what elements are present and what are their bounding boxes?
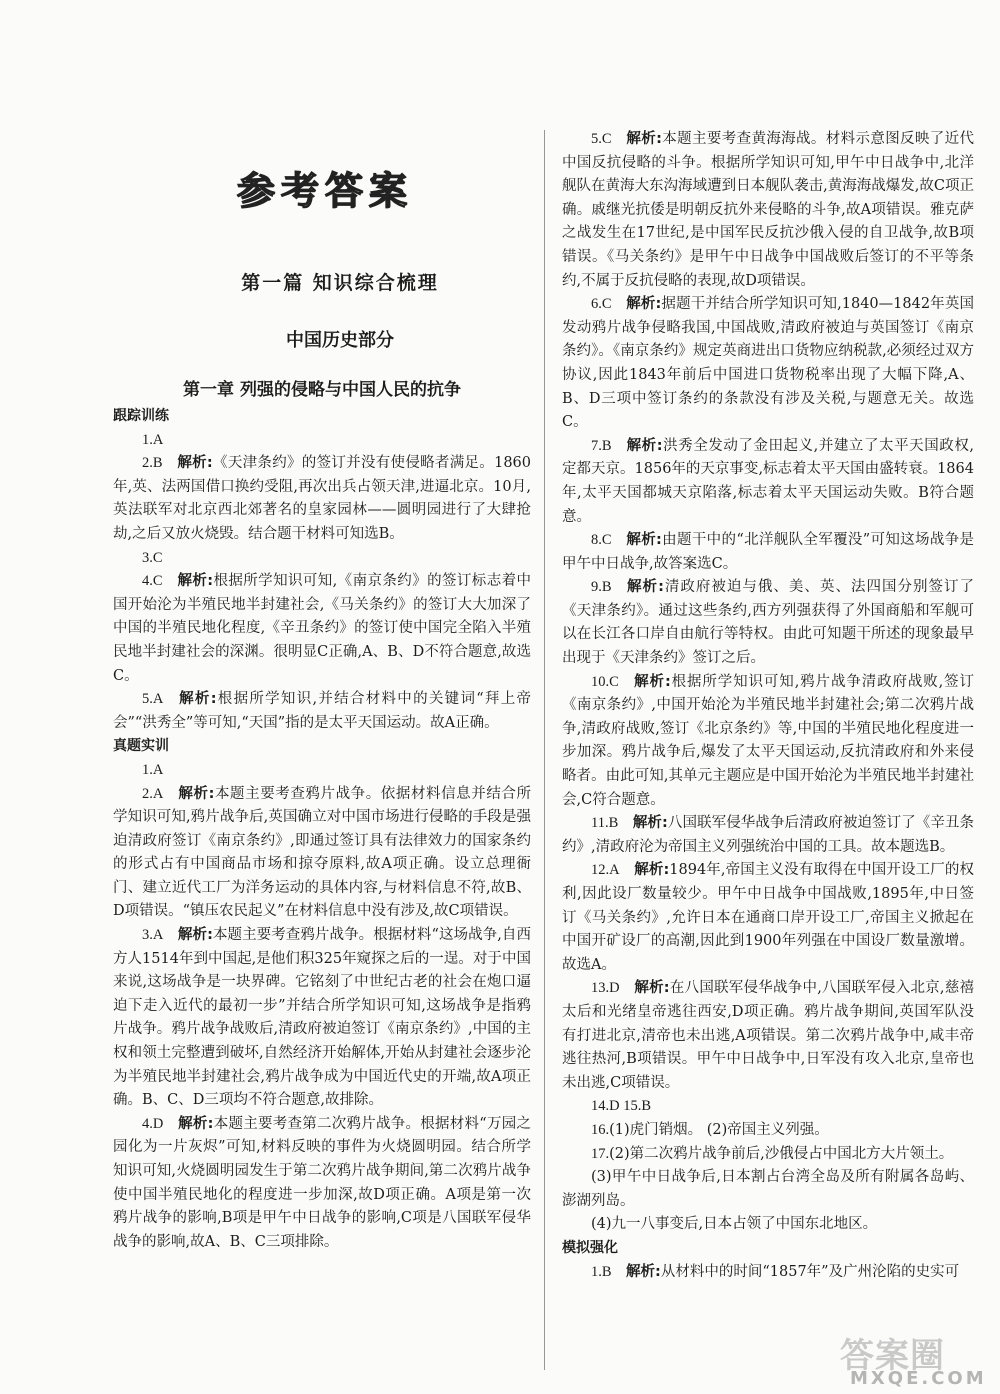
answer-number: 8.C — [591, 532, 612, 549]
answer-item — [562, 671, 974, 813]
answer-item — [113, 688, 531, 735]
answer-number: 16. — [591, 1121, 610, 1138]
answer-item — [562, 1261, 974, 1285]
analysis-label: 解析: — [633, 673, 671, 690]
answer-text: 本题主要考查黄海海战。材料示意图反映了近代中国反抗侵略的斗争。根据所学知识可知,甲午中日战争中,北洋舰队在黄海大东沟海域遭到日本舰队袭击,黄海海战爆发,故C项正确。戚继光抗倭是明朝反抗外来侵略的斗争,故A项错误。雅克萨之战发生在17世纪,是中国军民反抗沙俄入侵的自卫战争,故B项错误。《马关条约》是甲午中日战争中国战败后签订的不平等条约,不属于反抗侵略的表现,故D项错误。 — [562, 131, 974, 289]
answer-text: 在八国联军侵华战争中,八国联军侵入北京,慈禧太后和光绪皇帝逃往西安,D项正确。鸦片战争期间,英国军队没有打进北京,清帝也未出逃,A项错误。第二次鸦片战争中,咸丰帝逃往热河,B项错误。甲午中日战争中,日军没有攻入北京,皇帝也未出逃,C项错误。 — [562, 980, 974, 1091]
answer-text: 本题主要考查第二次鸦片战争。根据材料“万园之园化为一片灰烬”可知,材料反映的事件为火烧圆明园。结合所学知识可知,火烧圆明园发生于第二次鸦片战争期间,第二次鸦片战争使中国半殖民地化的程度进一步加深,故D项正确。A项是第一次鸦片战争的影响,B项是甲午中日战争的影响,C项是八国联军侵华战争的影响,故A、B、C三项排除。 — [113, 1115, 531, 1250]
watermark-logo: 答案圈 — [840, 1336, 945, 1376]
answer-item — [113, 924, 531, 1113]
answer-item — [562, 977, 974, 1095]
analysis-label: 解析: — [626, 131, 662, 147]
answer-item — [562, 859, 974, 977]
answer-item — [562, 435, 974, 529]
answer-number: 2.B — [142, 455, 163, 472]
answer-item — [113, 570, 531, 688]
answer-number: 4.D — [142, 1115, 164, 1132]
answer-text: 《天津条约》的签订并没有使侵略者满足。1860年,英、法两国借口换约受阻,再次出兵占领天津,进逼北京。10月,英法联军对北京西北郊著名的皇家园林——圆明园进行了大肆抢劫,之后又放火烧毁。结合题干材料可知选B。 — [113, 455, 531, 542]
subsection-heading: 真题实训 — [113, 738, 169, 755]
answer-text: 根据所学知识可知,《南京条约》的签订标志着中国开始沦为半殖民地半封建社会,《马关条约》的签订大大加深了中国的半殖民地化程度,《辛丑条约》的签订使中国完全陷入半殖民地半封建社会的深渊。很明显C正确,A、B、D不符合题意,故选C。 — [113, 573, 531, 684]
analysis-label: 解析: — [626, 532, 662, 549]
analysis-label: 解析: — [626, 437, 663, 454]
answer-text: (3)甲午中日战争后,日本割占台湾全岛及所有附属各岛屿、澎湖列岛。 — [562, 1169, 974, 1209]
answer-number: 2.A — [142, 785, 164, 802]
subsection-heading: 跟踪训练 — [113, 408, 169, 424]
answer-number: 9.B — [591, 579, 612, 596]
answer-number: 5.C — [591, 131, 612, 147]
answer-number: 12.A — [591, 862, 620, 879]
answer-number: 13.D — [591, 980, 620, 997]
answer-number: 3.C — [142, 549, 163, 566]
answer-text: 本题主要考查鸦片战争。依据材料信息并结合所学知识可知,鸦片战争后,英国确立对中国市场进行侵略的手段是强迫清政府签订《南京条约》,即通过签订具有法律效力的国家条约的形式占有中国商品市场和掠夺原料,故A项正确。设立总理衙门、建立近代工厂为洋务运动的具体内容,与材料信息不符,故B、D项错误。“镇压农民起义”在材料信息中没有涉及,故C项错误。 — [113, 785, 531, 920]
answer-text: 1894年,帝国主义没有取得在中国开设工厂的权利,因此设厂数量较少。甲午中日战争中国战败,1895年,中日签订《马关条约》,允许日本在通商口岸开设工厂,帝国主义掀起在中国开矿设厂的高潮,因此到1900年列强在中国设厂数量激增。故选A。 — [562, 862, 974, 973]
answer-item — [562, 293, 974, 435]
answer-text: 从材料中的时间“1857年”及广州沦陷的史实可 — [660, 1263, 960, 1280]
analysis-label: 解析: — [626, 296, 662, 313]
answer-text: 根据所学知识可知,鸦片战争清政府战败,签订《南京条约》,中国开始沦为半殖民地半封建社会;第二次鸦片战争,清政府战败,签订《北京条约》等,中国的半殖民地化程度进一步加深。鸦片战争后,爆发了太平天国运动,反抗清政府和外来侵略者。由此可知,其单元主题应是中国开始沦为半殖民地半封建社会,C符合题意。 — [562, 673, 974, 808]
part-heading: 第一篇 知识综合梳理 — [241, 272, 439, 294]
answer-text: 根据所学知识,并结合材料中的关键词“拜上帝会”“洪秀全”等可知,“天国”指的是太平天国运动。故A正确。 — [113, 691, 531, 731]
answer-item — [562, 128, 974, 293]
answer-text: (4)九一八事变后,日本占领了中国东北地区。 — [591, 1216, 878, 1233]
analysis-label: 解析: — [634, 980, 670, 997]
answer-text: 八国联军侵华战争后清政府被迫签订了《辛丑条约》,清政府沦为帝国主义列强统治中国的工具。故本题选B。 — [562, 815, 974, 855]
analysis-label: 解析: — [177, 455, 213, 472]
left-column — [113, 405, 531, 1254]
answer-item — [562, 1095, 974, 1119]
answer-number: 5.A — [142, 691, 164, 708]
analysis-label: 解析: — [634, 862, 670, 879]
analysis-label: 解析: — [177, 691, 217, 708]
analysis-label: 解析: — [626, 1263, 661, 1280]
right-column — [562, 128, 974, 1284]
answer-item — [562, 1213, 974, 1237]
answer-item — [113, 783, 531, 925]
answer-text: (1)虎门销烟。 (2)帝国主义列强。 — [609, 1121, 829, 1138]
answer-number: 3.A — [142, 927, 164, 944]
answer-text: 据题干并结合所学知识可知,1840—1842年英国发动鸦片战争侵略我国,中国战败,清政府被迫与英国签订《南京条约》。《南京条约》规定英商进出口货物应纳税款,必须经过双方协议,因此1843年前后中国进口货物税率出现了大幅下降,A、B、D三项中签订条约的条款没有涉及关税,与题意无关。故选C。 — [562, 296, 974, 431]
answer-number: 11.B — [591, 815, 619, 832]
answer-item — [113, 1113, 531, 1255]
watermark-url: MXQE.COM — [850, 1368, 987, 1389]
section-heading: 中国历史部分 — [286, 330, 394, 351]
chapter-heading: 第一章 列强的侵略与中国人民的抗争 — [183, 380, 461, 400]
answer-number: 1.B — [591, 1263, 612, 1280]
answer-text: 洪秀全发动了金田起义,并建立了太平天国政权,定都天京。1856年的天京事变,标志着太平天国由盛转衰。1864年,太平天国都城天京陷落,标志着太平天国运动失败。B符合题意。 — [562, 437, 974, 525]
analysis-label: 解析: — [632, 815, 668, 832]
analysis-label: 解析: — [626, 579, 664, 596]
analysis-label: 解析: — [177, 573, 214, 590]
subsection-heading: 模拟强化 — [562, 1239, 618, 1256]
answer-text: 本题主要考查鸦片战争。根据材料“这场战争,自西方人1514年到中国起,是他们积325年窥探之后的一逞。对于中国来说,这场战争是一块界碑。它铭刻了中世纪古老的社会在炮口逼迫下走入近代的最初一步”并结合所学知识可知,这场战争是指鸦片战争。鸦片战争战败后,清政府被迫签订《南京条约》,中国的主权和领土完整遭到破坏,自然经济开始解体,开始从封建社会逐步沦为半殖民地半封建社会,鸦片战争成为中国近代史的开端,故A项正确。B、C、D三项均不符合题意,故排除。 — [113, 927, 531, 1109]
answer-item — [113, 452, 531, 546]
answer-item — [562, 576, 974, 670]
answer-item — [113, 429, 531, 453]
answer-number: 7.B — [591, 437, 612, 454]
answer-item — [113, 547, 531, 571]
column-divider — [544, 130, 545, 1370]
answer-item — [562, 1143, 974, 1167]
answer-item — [562, 1166, 974, 1213]
answer-text: 清政府被迫与俄、美、英、法四国分别签订了《天津条约》。通过这些条约,西方列强获得了外国商船和军舰可以在长江各口岸自由航行等特权。由此可知题干所述的现象最早出现于《天津条约》签订之后。 — [562, 579, 974, 667]
answer-item — [562, 1119, 974, 1143]
answer-number: 4.C — [142, 573, 163, 590]
answer-item — [562, 529, 974, 576]
answer-item — [113, 759, 531, 783]
answer-number: 14.D 15.B — [591, 1098, 652, 1115]
analysis-label: 解析: — [177, 1115, 214, 1132]
answer-number: 1.A — [142, 761, 164, 778]
answer-number: 1.A — [142, 431, 164, 448]
answer-item — [562, 812, 974, 859]
answer-text: 由题干中的“北洋舰队全军覆没”可知这场战争是甲午中日战争,故答案选C。 — [562, 532, 974, 572]
answer-number: 17. — [591, 1145, 610, 1162]
answer-number: 6.C — [591, 296, 612, 313]
answer-text: (2)第二次鸦片战争前后,沙俄侵占中国北方大片领土。 — [609, 1145, 954, 1162]
answer-number: 10.C — [591, 673, 619, 690]
page-title: 参考答案 — [236, 169, 413, 213]
analysis-label: 解析: — [177, 927, 213, 944]
analysis-label: 解析: — [177, 785, 215, 802]
